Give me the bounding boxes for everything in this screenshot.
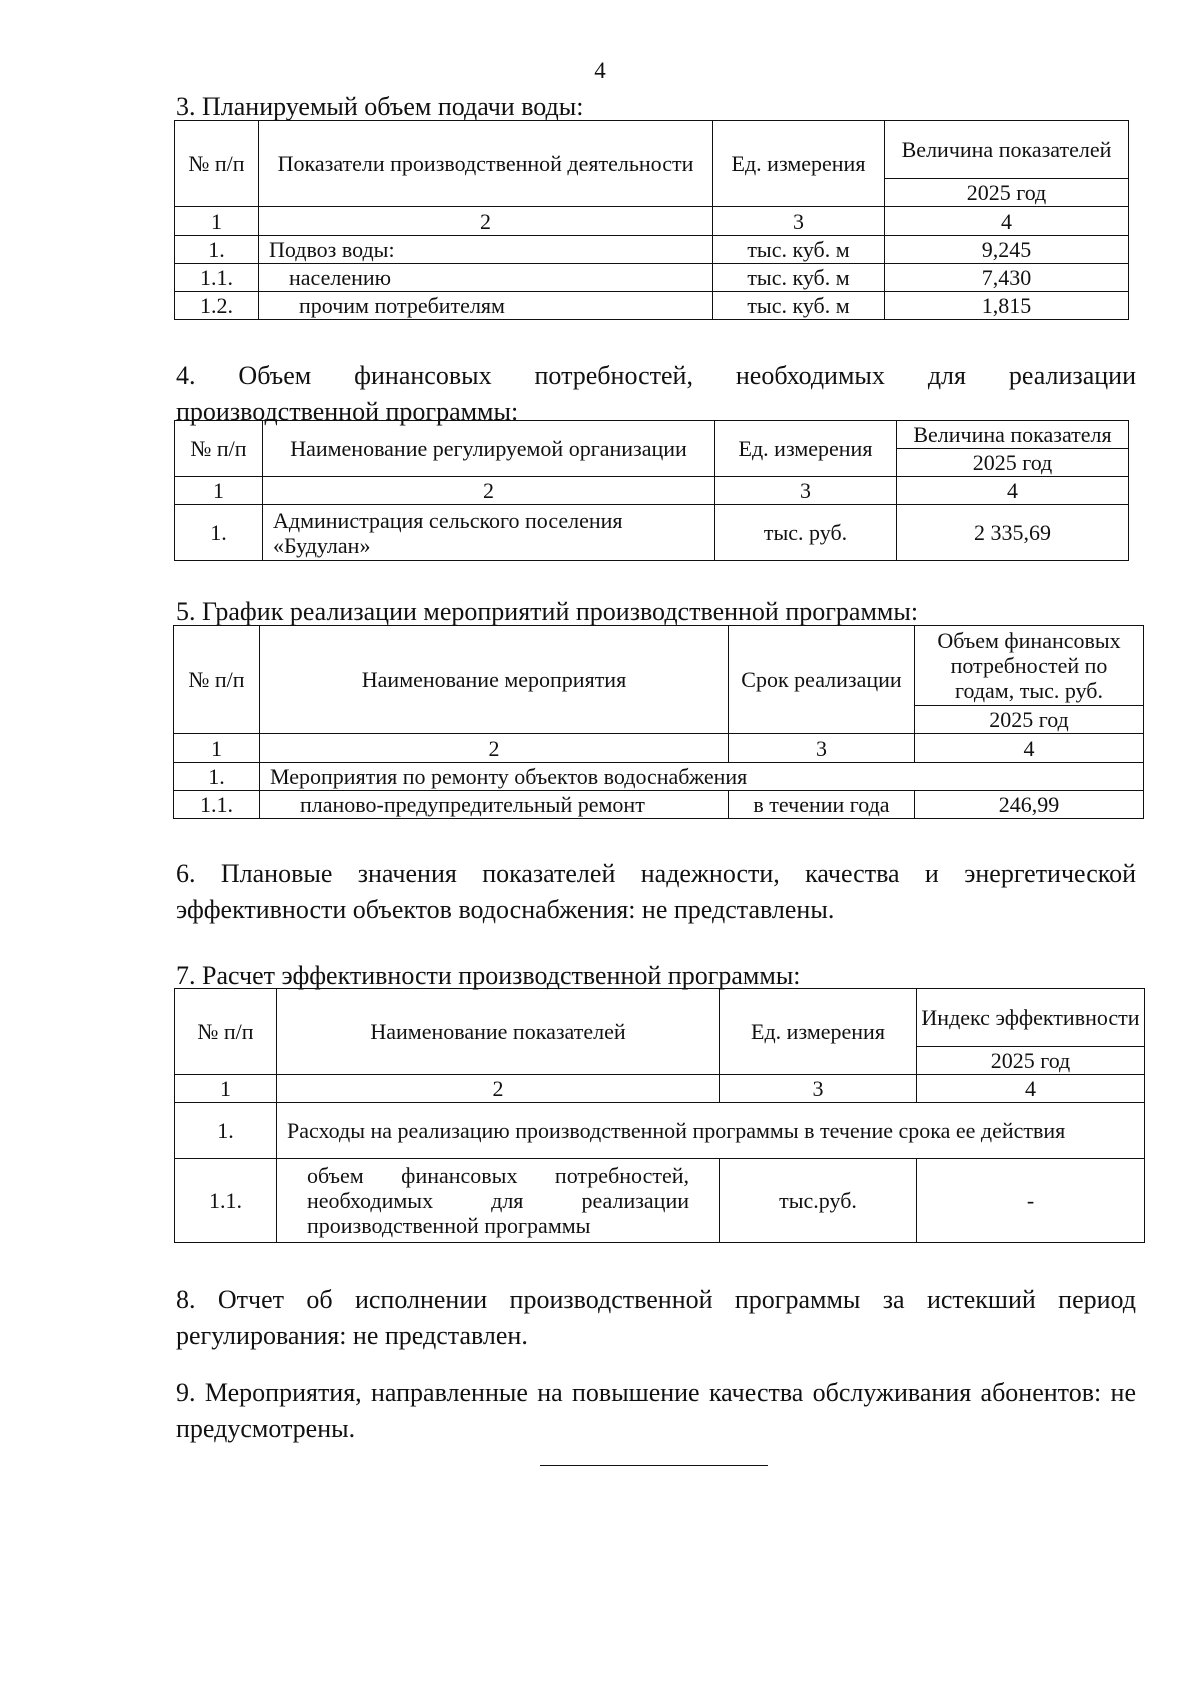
column-index: 2 bbox=[277, 1075, 720, 1103]
column-index: 1 bbox=[175, 1075, 277, 1103]
row-name: населению bbox=[259, 264, 713, 292]
header-name: Наименование регулируемой организации bbox=[263, 421, 715, 477]
water-supply-table bbox=[174, 120, 1129, 320]
group-name: Мероприятия по ремонту объектов водоснабжения bbox=[260, 763, 1144, 791]
row-value: 246,99 bbox=[915, 791, 1144, 819]
header-year: 2025 год bbox=[885, 179, 1129, 207]
group-name: Расходы на реализацию производственной программы в течение срока ее действия bbox=[277, 1103, 1145, 1159]
row-value: - bbox=[917, 1159, 1145, 1243]
column-index: 4 bbox=[885, 207, 1129, 236]
row-unit: тыс.руб. bbox=[720, 1159, 917, 1243]
header-value: Величина показателей bbox=[885, 121, 1129, 179]
column-index: 2 bbox=[263, 477, 715, 505]
column-index: 1 bbox=[174, 734, 260, 763]
header-value: Объем финансовых потребностей по годам, тыс. руб. bbox=[915, 626, 1144, 706]
header-unit: Ед. измерения bbox=[713, 121, 885, 207]
header-num: № п/п bbox=[174, 626, 260, 734]
row-value: 2 335,69 bbox=[897, 505, 1129, 561]
schedule-table bbox=[173, 625, 1144, 819]
table-row bbox=[175, 505, 1129, 561]
row-value: 9,245 bbox=[885, 236, 1129, 264]
table-row bbox=[175, 264, 1129, 292]
column-index: 3 bbox=[720, 1075, 917, 1103]
row-num: 1. bbox=[175, 1103, 277, 1159]
table-row bbox=[175, 1103, 1145, 1159]
section-5-title: 5. График реализации мероприятий производственной программы: bbox=[176, 597, 919, 626]
section-7-title: 7. Расчет эффективности производственной программы: bbox=[176, 961, 801, 990]
row-name: Подвоз воды: bbox=[259, 236, 713, 264]
row-term: в течении года bbox=[729, 791, 915, 819]
section-4-title-line1: 4. Объем финансовых потребностей, необходимых для реализации bbox=[176, 361, 1136, 390]
column-index: 3 bbox=[715, 477, 897, 505]
column-index: 4 bbox=[917, 1075, 1145, 1103]
header-year: 2025 год bbox=[915, 706, 1144, 734]
column-index: 4 bbox=[897, 477, 1129, 505]
row-value: 7,430 bbox=[885, 264, 1129, 292]
header-value: Индекс эффективности bbox=[917, 989, 1145, 1047]
row-unit: тыс. куб. м bbox=[713, 236, 885, 264]
row-num: 1.2. bbox=[175, 292, 259, 320]
header-unit: Ед. измерения bbox=[720, 989, 917, 1075]
row-name: объем финансовых потребностей, необходимых для реализации производственной программы bbox=[277, 1159, 720, 1243]
table-row bbox=[175, 236, 1129, 264]
header-name: Наименование мероприятия bbox=[260, 626, 729, 734]
table-row bbox=[174, 763, 1144, 791]
end-rule bbox=[540, 1465, 768, 1466]
financial-needs-table bbox=[174, 420, 1129, 561]
page-number: 4 bbox=[594, 58, 606, 83]
section-6-text: 6. Плановые значения показателей надежности, качества и энергетической эффективности объектов водоснабжения: не представлены. bbox=[176, 859, 1136, 924]
header-num: № п/п bbox=[175, 421, 263, 477]
column-index: 2 bbox=[259, 207, 713, 236]
column-index: 1 bbox=[175, 207, 259, 236]
column-index: 3 bbox=[713, 207, 885, 236]
section-9-text: 9. Мероприятия, направленные на повышение качества обслуживания абонентов: не предусмотрены. bbox=[176, 1378, 1136, 1443]
row-name: планово-предупредительный ремонт bbox=[260, 791, 729, 819]
row-value: 1,815 bbox=[885, 292, 1129, 320]
row-num: 1. bbox=[175, 236, 259, 264]
table-row bbox=[175, 1159, 1145, 1243]
row-unit: тыс. куб. м bbox=[713, 264, 885, 292]
section-8-text: 8. Отчет об исполнении производственной программы за истекший период регулирования: не представлен. bbox=[176, 1285, 1136, 1350]
row-num: 1.1. bbox=[175, 1159, 277, 1243]
row-name: Администрация сельского поселения «Будулан» bbox=[263, 505, 715, 561]
section-4-title-line2: производственной программы: bbox=[176, 397, 519, 426]
row-num: 1.1. bbox=[175, 264, 259, 292]
table-row bbox=[174, 791, 1144, 819]
header-name: Наименование показателей bbox=[277, 989, 720, 1075]
header-num: № п/п bbox=[175, 121, 259, 207]
header-year: 2025 год bbox=[917, 1047, 1145, 1075]
row-num: 1. bbox=[175, 505, 263, 561]
row-unit: тыс. куб. м bbox=[713, 292, 885, 320]
row-name: прочим потребителям bbox=[259, 292, 713, 320]
efficiency-table bbox=[174, 988, 1145, 1243]
header-year: 2025 год bbox=[897, 449, 1129, 477]
column-index: 3 bbox=[729, 734, 915, 763]
header-term: Срок реализации bbox=[729, 626, 915, 734]
header-num: № п/п bbox=[175, 989, 277, 1075]
section-3-title: 3. Планируемый объем подачи воды: bbox=[176, 92, 584, 121]
row-num: 1.1. bbox=[174, 791, 260, 819]
header-unit: Ед. измерения bbox=[715, 421, 897, 477]
column-index: 2 bbox=[260, 734, 729, 763]
row-unit: тыс. руб. bbox=[715, 505, 897, 561]
row-num: 1. bbox=[174, 763, 260, 791]
column-index: 1 bbox=[175, 477, 263, 505]
table-row bbox=[175, 292, 1129, 320]
header-name: Показатели производственной деятельности bbox=[259, 121, 713, 207]
column-index: 4 bbox=[915, 734, 1144, 763]
header-value: Величина показателя bbox=[897, 421, 1129, 449]
